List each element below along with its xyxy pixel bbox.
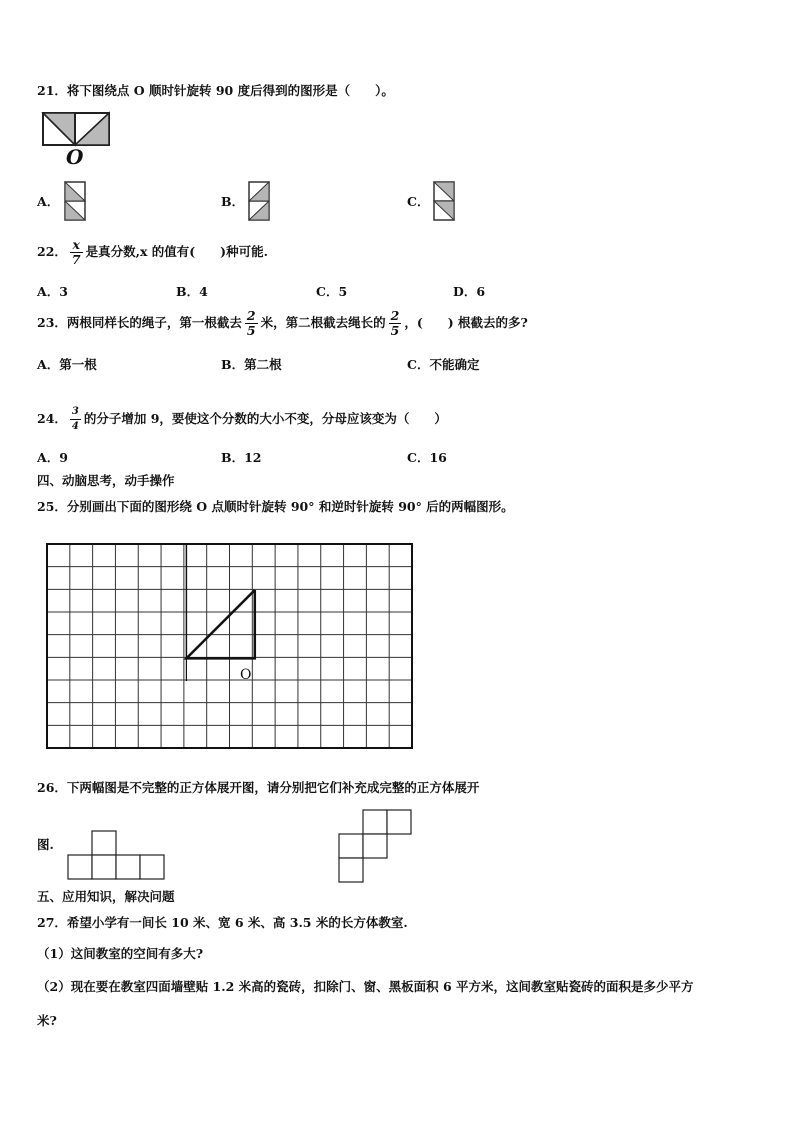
q21-option-b: B．: [221, 194, 245, 209]
q24-frac-num: 3: [70, 405, 81, 420]
q23-frac2-num: 2: [390, 308, 400, 323]
q23-option-c: C．不能确定: [407, 357, 480, 372]
q27-sub2-cont: 米?: [37, 1013, 57, 1028]
q26-net-1: [67, 830, 167, 881]
q25-grid-lines: [47, 544, 412, 748]
q23-frac2-den: 5: [390, 323, 400, 338]
q24-number: 24．: [37, 411, 67, 426]
q23-option-b: B．第二根: [221, 357, 282, 372]
q24-fraction: [70, 405, 81, 434]
section-4-heading: 四、动脑思考，动手操作: [37, 473, 175, 488]
q22-option-c: C．5: [316, 284, 348, 299]
q23-frac1-num: 2: [246, 308, 256, 323]
q22-fraction: [70, 238, 83, 267]
q22-option-d: D．6: [453, 284, 486, 299]
q21-option-a: A．: [37, 194, 60, 209]
q27-text: 27．希望小学有一间长 10 米、宽 6 米、高 3.5 米的长方体教室.: [37, 915, 408, 930]
q22-option-b: B．4: [176, 284, 208, 299]
q27-sub1: （1）这间教室的空间有多大?: [37, 946, 204, 961]
q21-option-c: C．: [407, 194, 430, 209]
q24-option-a: A．9: [37, 450, 68, 465]
q25-triangle: [186, 590, 254, 658]
q27-sub2: （2）现在要在教室四面墙壁贴 1.2 米高的瓷砖，扣除门、窗、黑板面积 6 平方米，这间教室贴瓷砖的面积是多少平方: [37, 979, 694, 994]
q23-text-before: 23．两根同样长的绳子，第一根截去: [37, 315, 242, 330]
section-5-heading: 五、应用知识，解决问题: [37, 889, 175, 904]
q23-line: [37, 309, 528, 338]
q21-point-o: O: [66, 145, 84, 169]
q24-frac-den: 4: [71, 421, 79, 432]
q22-frac-den: 7: [71, 252, 81, 267]
q23-text-mid: 米，第二根截去绳长的: [260, 315, 386, 330]
q23-fraction-1: [245, 309, 258, 338]
q23-text-after: ，( ) 根截去的多?: [404, 315, 528, 330]
q25-grid: [46, 543, 414, 749]
q26-text: 26．下两幅图是不完整的正方体展开图，请分别把它们补充成完整的正方体展开: [37, 780, 480, 795]
q21-text: 21．将下图绕点 O 顺时针旋转 90 度后得到的图形是（ ）。: [37, 83, 394, 98]
q25-point-o: O: [240, 667, 252, 683]
q23-option-a: A．第一根: [37, 357, 97, 372]
q22-frac-num: x: [70, 238, 83, 253]
q24-text: 的分子增加 9，要使这个分数的大小不变，分母应该变为（ ）: [83, 411, 447, 426]
q24-line: [37, 405, 447, 434]
q22-option-a: A．3: [37, 284, 68, 299]
q23-frac1-den: 5: [246, 323, 256, 338]
q22-line: [37, 238, 268, 267]
q24-option-b: B．12: [221, 450, 262, 465]
q21-option-c-figure: [433, 181, 455, 221]
q24-option-c: C．16: [407, 450, 447, 465]
q21-option-a-figure: [64, 181, 86, 221]
q22-number: 22．: [37, 244, 67, 259]
q23-fraction-2: [389, 309, 402, 338]
q26-net-2: [338, 809, 412, 885]
q21-option-b-figure: [248, 181, 270, 221]
q25-text: 25．分别画出下面的图形绕 O 点顺时针旋转 90° 和逆时针旋转 90° 后的两幅图形。: [37, 499, 514, 514]
q26-text-cont: 图.: [37, 837, 54, 852]
q22-text: 是真分数,x 的值有( )种可能.: [85, 244, 268, 259]
